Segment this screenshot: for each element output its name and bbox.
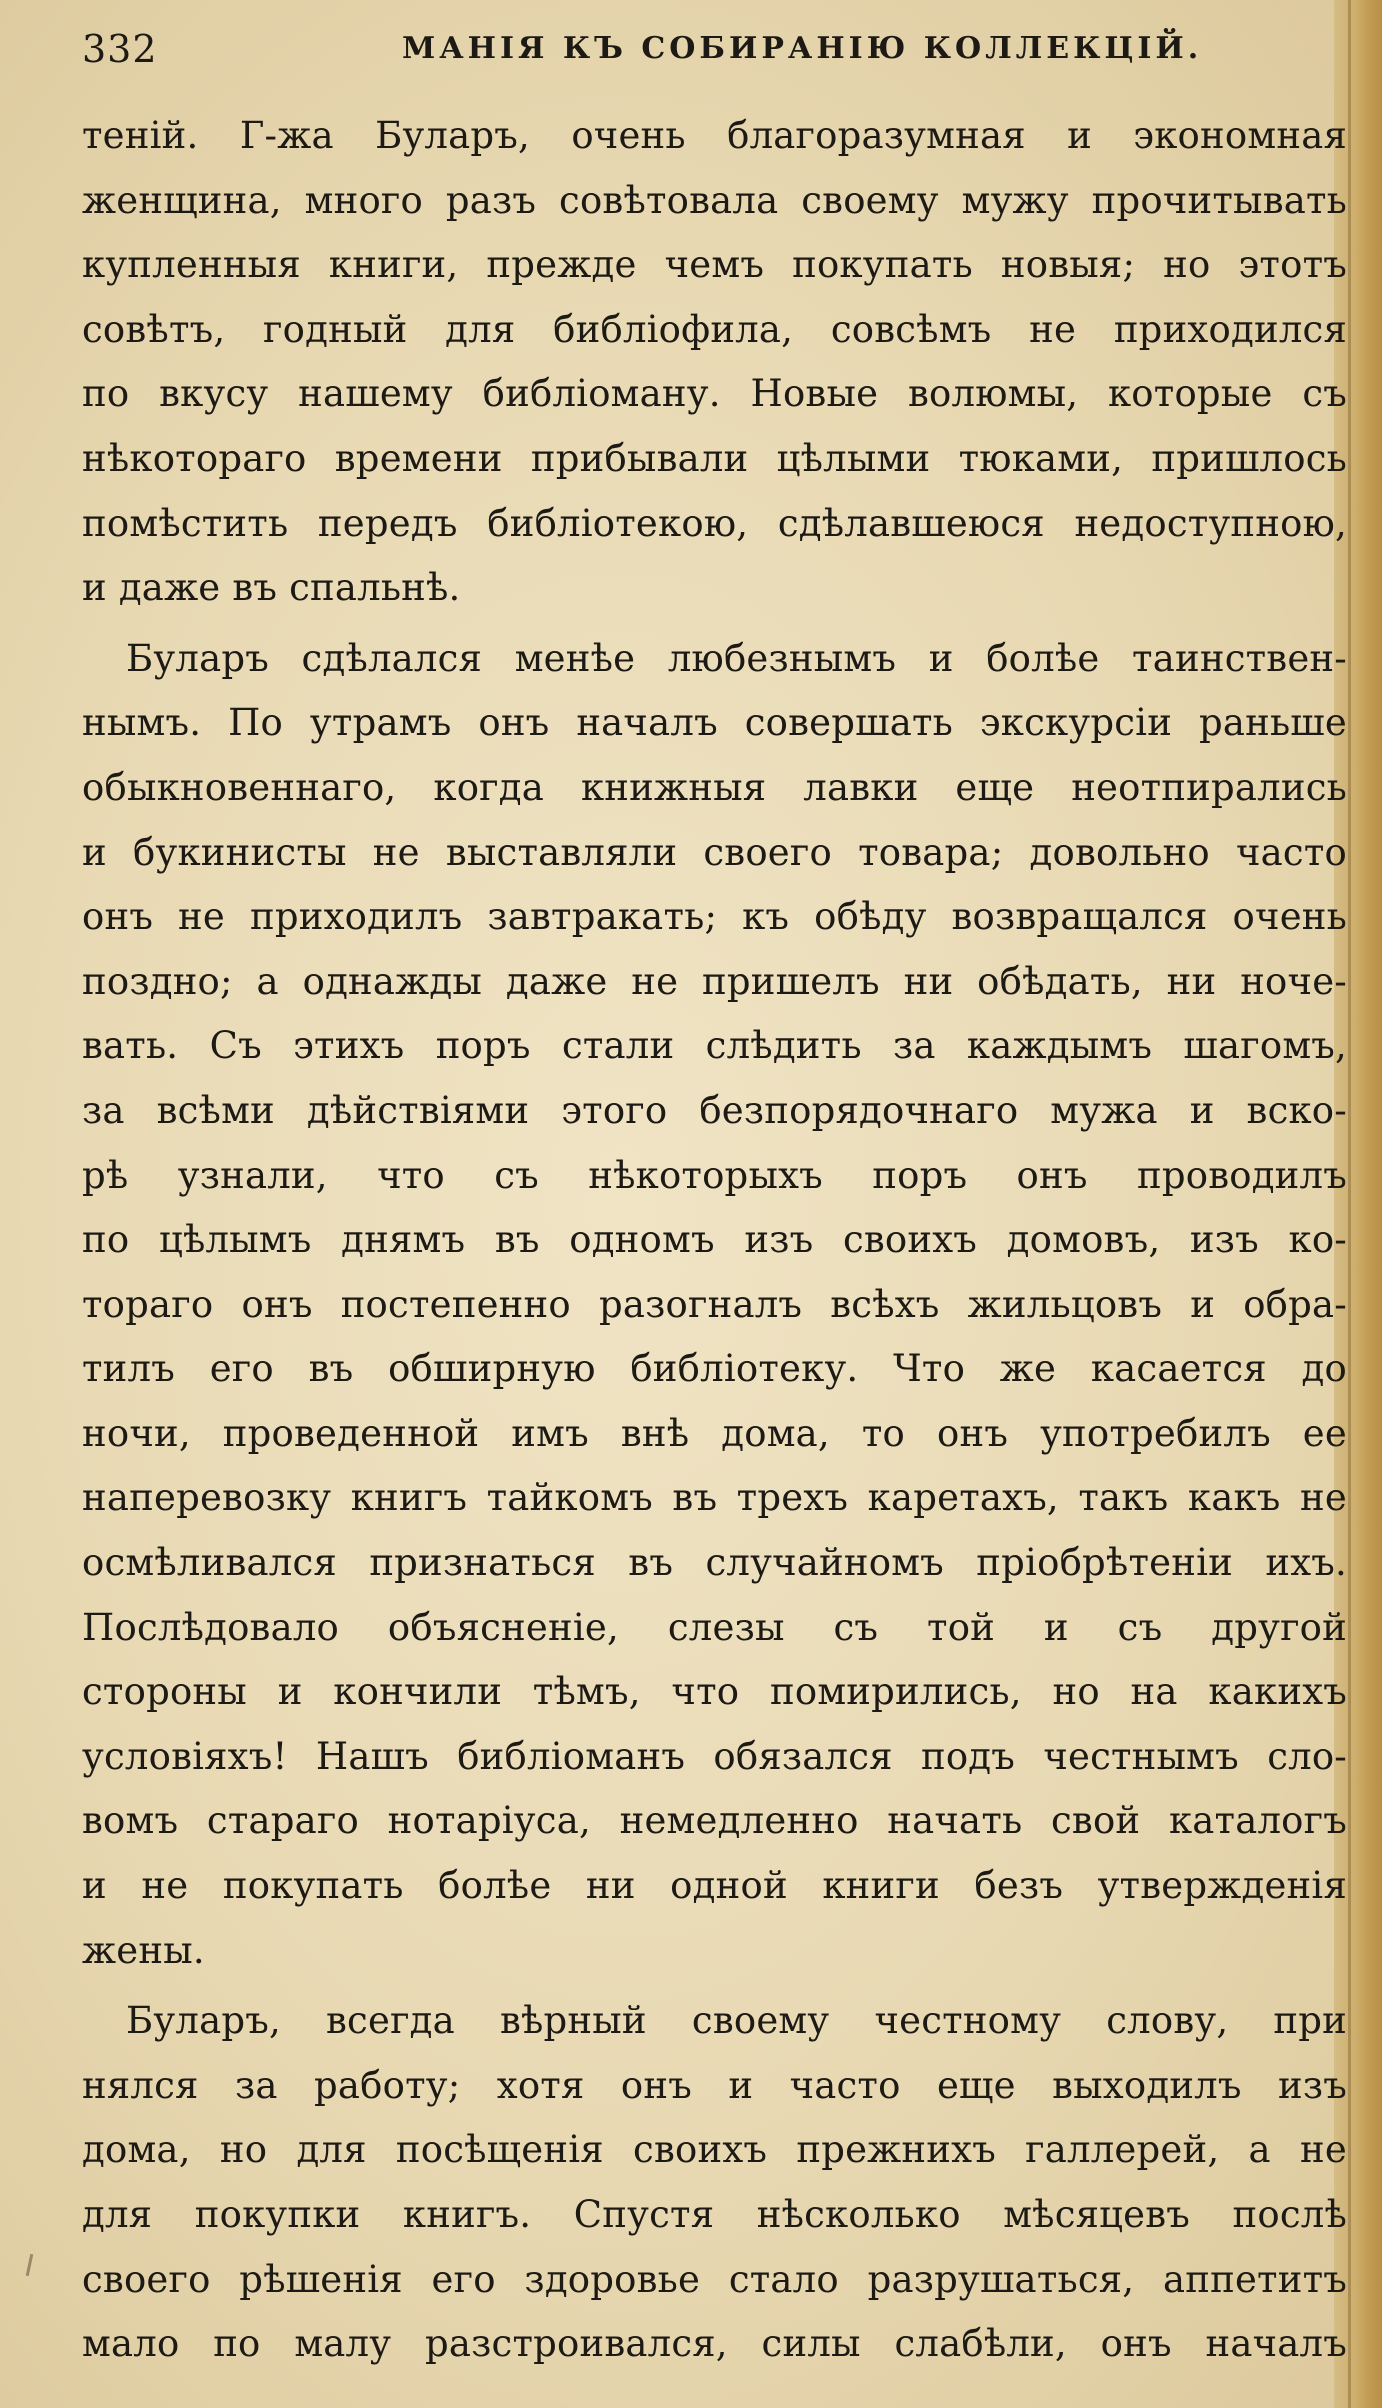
text-line: тилъ его въ обширную библіотеку. Что же касается до — [82, 1347, 1347, 1391]
text-line: рѣ узнали, что съ нѣкоторыхъ поръ онъ проводилъ — [82, 1153, 1347, 1197]
text-line: вать. Съ этихъ поръ стали слѣдить за каждымъ шагомъ, — [82, 1024, 1347, 1068]
body-text — [82, 104, 1347, 2377]
text-line: вомъ стараго нотаріуса, немедленно начать свой каталогъ — [82, 1799, 1347, 1843]
text-line: обыкновеннаго, когда книжныя лавки еще неотпирались — [82, 765, 1347, 809]
text-line: Послѣдовало объясненіе, слезы съ той и съ другой — [82, 1605, 1347, 1649]
text-line: по вкусу нашему библіоману. Новые волюмы, которые съ — [82, 372, 1347, 416]
text-line: и букинисты не выставляли своего товара; довольно часто — [82, 830, 1347, 874]
text-line: тораго онъ постепенно разогналъ всѣхъ жильцовъ и обра- — [82, 1282, 1347, 1326]
text-line: купленныя книги, прежде чемъ покупать новыя; но этотъ — [82, 243, 1347, 287]
text-line: помѣстить передъ библіотекою, сдѣлавшеюся недоступною, — [82, 501, 1347, 545]
text-line: жены. — [82, 1928, 205, 1972]
text-line: мало по малу разстроивался, силы слабѣли, онъ началъ — [82, 2322, 1347, 2366]
text-line: онъ не приходилъ завтракать; къ обѣду возвращался очень — [82, 895, 1347, 939]
text-line: теній. Г-жа Буларъ, очень благоразумная и экономная — [82, 114, 1347, 157]
text-line: совѣтъ, годный для библіофила, совсѣмъ не приходился — [82, 307, 1347, 351]
page-number: 332 — [82, 27, 158, 71]
text-line: и не покупать болѣе ни одной книги безъ утвержденія — [82, 1864, 1347, 1908]
text-line: условіяхъ! Нашъ библіоманъ обязался подъ честнымъ сло- — [82, 1734, 1347, 1778]
text-line: Буларъ, всегда вѣрный своему честному слову, при — [126, 1999, 1347, 2043]
text-line: по цѣлымъ днямъ въ одномъ изъ своихъ домовъ, изъ ко- — [82, 1218, 1347, 1262]
text-line: своего рѣшенія его здоровье стало разрушаться, аппетитъ — [82, 2257, 1347, 2301]
text-line: за всѣми дѣйствіями этого безпорядочнаго мужа и вско- — [82, 1088, 1347, 1132]
text-line: поздно; а однажды даже не пришелъ ни обѣдать, ни ноче- — [82, 959, 1347, 1003]
text-line: Буларъ сдѣлался менѣе любезнымъ и болѣе таинствен- — [126, 636, 1347, 680]
text-line: нымъ. По утрамъ онъ началъ совершать экскурсіи раньше — [82, 701, 1347, 745]
text-line: наперевозку книгъ тайкомъ въ трехъ каретахъ, такъ какъ не — [82, 1476, 1347, 1520]
ink-mark — [26, 2254, 34, 2276]
text-line: нялся за работу; хотя онъ и часто еще выходилъ изъ — [82, 2063, 1347, 2107]
text-line: нѣкотораго времени прибывали цѣлыми тюками, пришлось — [82, 436, 1347, 480]
text-line: осмѣливался признаться въ случайномъ пріобрѣтеніи ихъ. — [82, 1541, 1347, 1585]
page-header — [82, 20, 1322, 78]
text-line: и даже въ спальнѣ. — [82, 566, 461, 610]
text-line: ночи, проведенной имъ внѣ дома, то онъ употребилъ ее — [82, 1411, 1347, 1455]
text-line: для покупки книгъ. Спустя нѣсколько мѣсяцевъ послѣ — [82, 2193, 1347, 2236]
text-line: дома, но для посѣщенія своихъ прежнихъ галлерей, а не — [82, 2128, 1347, 2172]
text-line: женщина, много разъ совѣтовала своему мужу прочитывать — [82, 178, 1347, 222]
text-line: стороны и кончили тѣмъ, что помирились, но на какихъ — [82, 1670, 1347, 1714]
running-title: МАНІЯ КЪ СОБИРАНІЮ КОЛЛЕКЦІЙ. — [402, 31, 1203, 66]
